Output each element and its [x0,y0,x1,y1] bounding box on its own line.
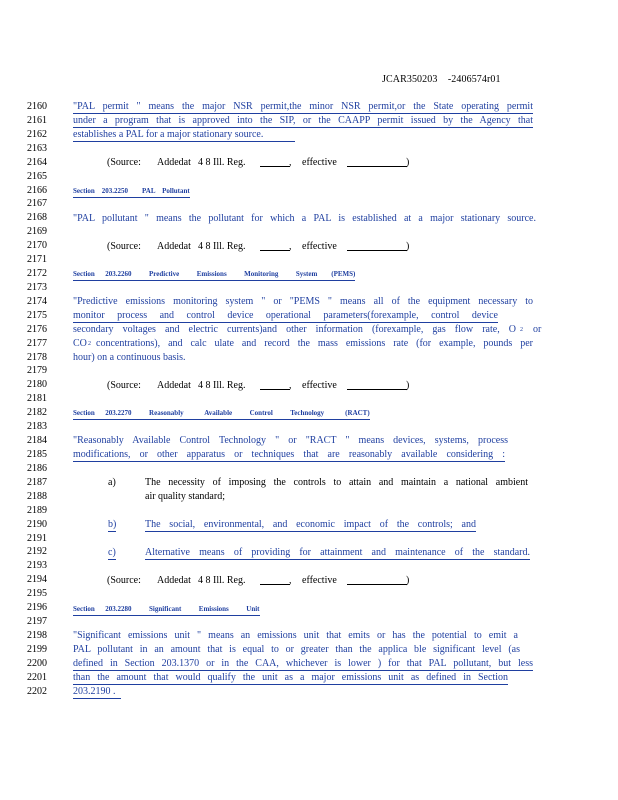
definition-pal-permit-line-1: "PAL permit " means the major NSR permit,the minor NSR permit,or the State operating permit [73,101,533,112]
source-open: (Source: [107,241,141,252]
line-number: 2176 [27,323,47,335]
line-2182 [0,407,618,419]
line-number: 2162 [27,128,47,140]
source-close: ) [406,157,410,168]
source-effective: effective [302,157,337,168]
source-reg-number-blank [260,380,290,390]
line-2201 [0,672,618,684]
line-2196 [0,603,618,615]
line-number: 2163 [27,142,47,154]
definition-seu-line-1: "Significant emissions unit " means an emissions unit that emits or has the potential to emit a [73,630,518,641]
line-number: 2172 [27,268,47,280]
source-date-blank [347,380,410,391]
line-number: 2166 [27,184,47,196]
line-2198 [0,630,618,642]
line-2174 [0,296,618,308]
line-2185 [0,449,618,461]
line-2187 [0,477,618,489]
source-reg: 4 8 Ill. Reg. [198,241,246,252]
line-number: 2179 [27,365,47,377]
line-number: 2187 [27,476,47,488]
source-added: Addedat [157,241,191,252]
line-number: 2194 [27,574,47,586]
source-close: ) [406,241,410,252]
line-number: 2165 [27,170,47,182]
source-comma: , [289,380,292,391]
source-close: ) [406,575,410,586]
definition-ract-line-2: modifications, or other apparatus or techniques that are reasonably available considering : [73,449,505,460]
definition-seu-line-5: 203.2190 . [73,686,121,699]
definition-pal-pollutant: "PAL pollutant " means the pollutant for which a PAL is established at a major stationary source. [73,213,536,224]
line-number: 2201 [27,671,47,683]
definition-seu-line-4: than the amount that would qualify the unit as a major emissions unit as defined in Section [73,672,508,683]
item-label-b: b) [108,519,117,530]
item-label-a: a) [108,477,116,488]
source-reg-number-blank [260,241,290,251]
doc-revision: -2406574r01 [447,74,501,85]
definition-pems-line-2: monitor process and control device operational parameters(forexample, control device [73,310,498,321]
item-a-line-1: The necessity of imposing the controls to attain and maintain a national ambient [145,477,528,488]
source-date-blank [347,241,410,252]
definition-pems-line-3: secondary voltages and electric currents)and other information (forexample, gas flow rate, O [73,324,516,335]
line-2172 [0,268,618,280]
source-effective: effective [302,241,337,252]
source-reg: 4 8 Ill. Reg. [198,157,246,168]
item-label-c: c) [108,547,116,558]
section-heading-203-2280: Section 203.2280 Significant Emissions Unit [73,603,260,616]
line-number: 2193 [27,560,47,572]
line-number: 2173 [27,281,47,293]
line-number: 2202 [27,685,47,697]
line-2199 [0,644,618,656]
line-number: 2181 [27,393,47,405]
line-number: 2198 [27,629,47,641]
line-number: 2183 [27,421,47,433]
definition-pal-permit-line-3: establishes a PAL for a major stationary source. [73,129,295,142]
line-2190 [0,519,618,531]
definition-seu-line-3: defined in Section 203.1370 or in the CAA, whichever is lower ) for that PAL pollutant, but less [73,658,533,669]
line-2162 [0,129,618,141]
line-2202 [0,686,618,698]
line-2184 [0,435,618,447]
source-added: Addedat [157,380,191,391]
page-header [382,74,501,85]
line-2175 [0,310,618,322]
definition-pems-line-4: concentrations), and calc ulate and record the mass emissions rate (for example, pounds per [96,338,533,349]
section-heading-203-2250: Section 203.2250 PAL Pollutant [73,185,190,198]
source-note-2 [0,241,618,253]
item-b: The social, environmental, and economic impact of the controls; and [145,519,476,530]
source-note-1 [0,157,618,169]
line-2161 [0,115,618,127]
line-2192 [0,547,618,559]
definition-pems-line-3-end: or [533,324,542,335]
line-2166 [0,185,618,197]
definition-seu-line-2: PAL pollutant in an amount that is equal to or greater than the applica ble significant level (as [73,644,520,655]
section-heading-203-2270: Section 203.2270 Reasonably Available Control Technology (RACT) [73,407,370,420]
line-number: 2192 [27,546,47,558]
line-2177 [0,338,618,350]
source-open: (Source: [107,380,141,391]
item-a-line-2: air quality standard; [145,491,225,502]
section-heading-203-2260: Section 203.2260 Predictive Emissions Monitoring System (PEMS) [73,268,355,281]
line-number: 2174 [27,295,47,307]
line-2178 [0,352,618,364]
line-number: 2191 [27,532,47,544]
line-number: 2197 [27,616,47,628]
definition-pems-line-4-start: CO [73,338,87,349]
line-number: 2169 [27,226,47,238]
line-number: 2175 [27,309,47,321]
subscript-2-co2: 2 [88,341,91,347]
line-number: 2171 [27,254,47,266]
source-added: Addedat [157,157,191,168]
source-reg-number-blank [260,157,290,167]
line-number: 2180 [27,379,47,391]
line-number: 2186 [27,462,47,474]
line-number: 2168 [27,212,47,224]
source-added: Addedat [157,575,191,586]
source-effective: effective [302,575,337,586]
source-effective: effective [302,380,337,391]
line-number: 2188 [27,490,47,502]
line-2176 [0,324,618,336]
source-comma: , [289,157,292,168]
line-number: 2195 [27,588,47,600]
line-number: 2199 [27,643,47,655]
line-2168 [0,213,618,225]
source-date-blank [347,157,410,168]
source-comma: , [289,575,292,586]
doc-id: JCAR350203 [382,74,438,85]
line-number: 2178 [27,351,47,363]
line-number: 2185 [27,449,47,460]
source-reg: 4 8 Ill. Reg. [198,380,246,391]
line-number: 2200 [27,657,47,669]
source-open: (Source: [107,575,141,586]
line-number: 2161 [27,114,47,126]
line-2188 [0,491,618,503]
line-number: 2182 [27,407,47,419]
definition-pal-permit-line-2: under a program that is approved into the SIP, or the CAAPP permit issued by the Agency that [73,115,533,126]
line-number: 2189 [27,504,47,516]
definition-pems-line-1: "Predictive emissions monitoring system " or "PEMS " means all of the equipment necessary to [73,296,533,307]
line-number: 2190 [27,518,47,530]
source-date-blank [347,575,410,586]
item-c: Alternative means of providing for attainment and maintenance of the standard. [145,547,530,558]
source-note-4 [0,575,618,587]
source-reg-number-blank [260,575,290,585]
source-comma: , [289,241,292,252]
line-number: 2170 [27,240,47,252]
line-number: 2164 [27,156,47,168]
source-open: (Source: [107,157,141,168]
subscript-2-o2: 2 [520,327,523,333]
line-number: 2160 [27,101,47,112]
source-reg: 4 8 Ill. Reg. [198,575,246,586]
line-2200 [0,658,618,670]
source-close: ) [406,380,410,391]
definition-ract-line-1: "Reasonably Available Control Technology " or "RACT " means devices, systems, process [73,435,508,446]
line-number: 2177 [27,337,47,349]
source-note-3 [0,380,618,392]
line-number: 2184 [27,435,47,447]
line-2160 [0,101,618,113]
line-number: 2196 [27,602,47,614]
definition-pems-line-5: hour) on a continuous basis. [73,352,186,363]
line-number: 2167 [27,198,47,210]
